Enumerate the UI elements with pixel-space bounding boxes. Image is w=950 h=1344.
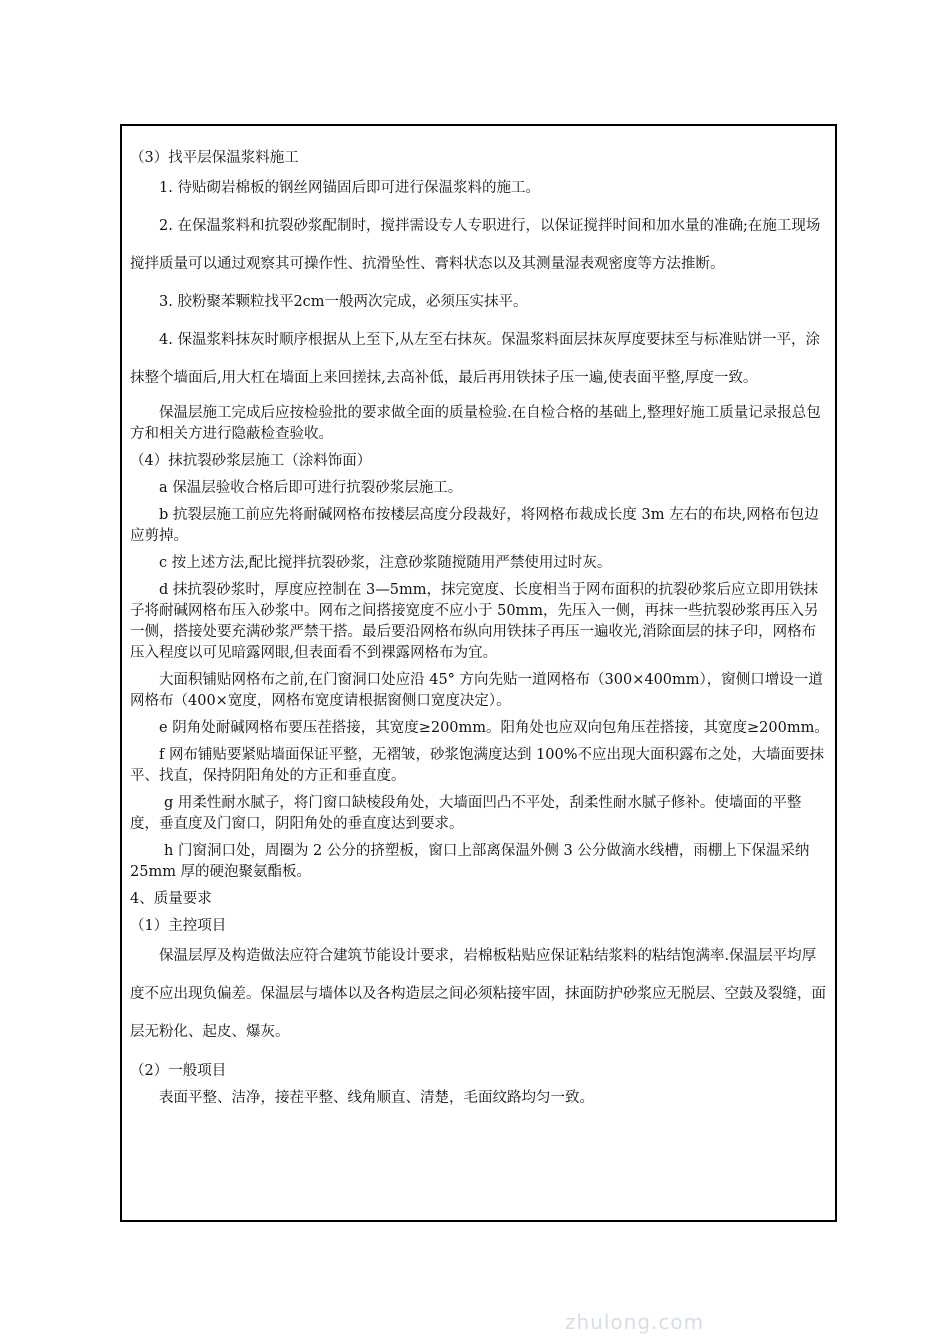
- section-3-inspection: 保温层施工完成后应按检验批的要求做全面的质量检验.在自检合格的基础上,整理好施工质量记录报总包方和相关方进行隐蔽检查验收。: [130, 405, 821, 442]
- section-4-item-b: b 抗裂层施工前应先将耐碱网格布按楼层高度分段裁好，将网格布裁成长度 3m 左右的布块,网格布包边应剪掉。: [130, 507, 819, 544]
- section-4-item-h: h 门窗洞口处，周圈为 2 公分的挤塑板，窗口上部离保温外侧 3 公分做滴水线槽，雨棚上下保温采纳 25mm 厚的硬泡聚氨酯板。: [130, 843, 810, 880]
- section-4-item-c: c 按上述方法,配比搅拌抗裂砂浆，注意砂浆随搅随用严禁使用过时灰。: [159, 555, 612, 571]
- section-3-title: （3）找平层保温浆料施工: [130, 150, 299, 166]
- section-3-item-3: 3. 胶粉聚苯颗粒找平2cm一般两次完成，必须压实抹平。: [159, 294, 528, 310]
- section-3-item-2: 2. 在保温浆料和抗裂砂浆配制时，搅拌需设专人专职进行，以保证搅拌时间和加水量的准确;在施工现场搅拌质量可以通过观察其可操作性、抗滑坠性、膏料状态以及其测量湿表观密度等方法推断。: [130, 218, 821, 272]
- section-3-item-1: 1. 待贴砌岩棉板的钢丝网锚固后即可进行保温浆料的施工。: [159, 180, 540, 196]
- watermark-logo: zhulong.com: [565, 1310, 705, 1334]
- section-4-item-a: a 保温层验收合格后即可进行抗裂砂浆层施工。: [159, 480, 463, 496]
- section-4-item-e: e 阴角处耐碱网格布要压茬搭接，其宽度≥200mm。阳角处也应双向包角压茬搭接，其宽度≥200mm。: [159, 720, 829, 736]
- quality-general-body: 表面平整、洁净，接茬平整、线角顺直、清楚，毛面纹路均匀一致。: [159, 1090, 594, 1106]
- section-4-item-g: g 用柔性耐水腻子，将门窗口缺棱段角处，大墙面凹凸不平处，刮柔性耐水腻子修补。使墙面的平整度，垂直度及门窗口，阴阳角处的垂直度达到要求。: [130, 795, 802, 832]
- quality-main-title: （1）主控项目: [130, 918, 227, 934]
- section-3-item-4: 4. 保温浆料抹灰时顺序根据从上至下,从左至右抹灰。保温浆料面层抹灰厚度要抹至与标准贴饼一平，涂抹整个墙面后,用大杠在墙面上来回搓抹,去高补低，最后再用铁抹子压一遍,使表面平整,厚度一致。: [130, 332, 821, 386]
- section-4-item-f: f 网布铺贴要紧贴墙面保证平整，无褶皱，砂浆饱满度达到 100%不应出现大面积露布之处，大墙面要抹平、找直，保持阴阳角处的方正和垂直度。: [130, 747, 825, 784]
- quality-general-title: （2）一般项目: [130, 1063, 227, 1079]
- section-4-title: （4）抹抗裂砂浆层施工（涂料饰面）: [130, 453, 372, 469]
- document-body: [130, 148, 830, 1109]
- section-4-mesh-note: 大面积铺贴网格布之前,在门窗洞口处应沿 45° 方向先贴一道网格布（300×400mm），窗侧口增设一道网格布（400×宽度，网格布宽度请根据窗侧口宽度决定）。: [130, 672, 823, 709]
- quality-title: 4、质量要求: [130, 891, 212, 907]
- document-frame: [120, 124, 837, 1222]
- section-4-item-d: d 抹抗裂砂浆时，厚度应控制在 3—5mm，抹完宽度、长度相当于网布面积的抗裂砂浆后应立即用铁抹子将耐碱网格布压入砂浆中。网布之间搭接宽度不应小于 50mm，先压入一侧，再抹一些抗裂砂浆再压入另一侧，搭接处要充满砂浆严禁干搭。最后要沿网格布纵向用铁抹子再压一遍收光,消除面层的抹子印，网格布压入程度以可见暗露网眼,但表面看不到裸露网格布为宜。: [130, 582, 819, 661]
- quality-main-body: 保温层厚及构造做法应符合建筑节能设计要求，岩棉板粘贴应保证粘结浆料的粘结饱满率.保温层平均厚度不应出现负偏差。保温层与墙体以及各构造层之间必须粘接牢固，抹面防护砂浆应无脱层、空鼓及裂缝，面层无粉化、起皮、爆灰。: [130, 948, 826, 1040]
